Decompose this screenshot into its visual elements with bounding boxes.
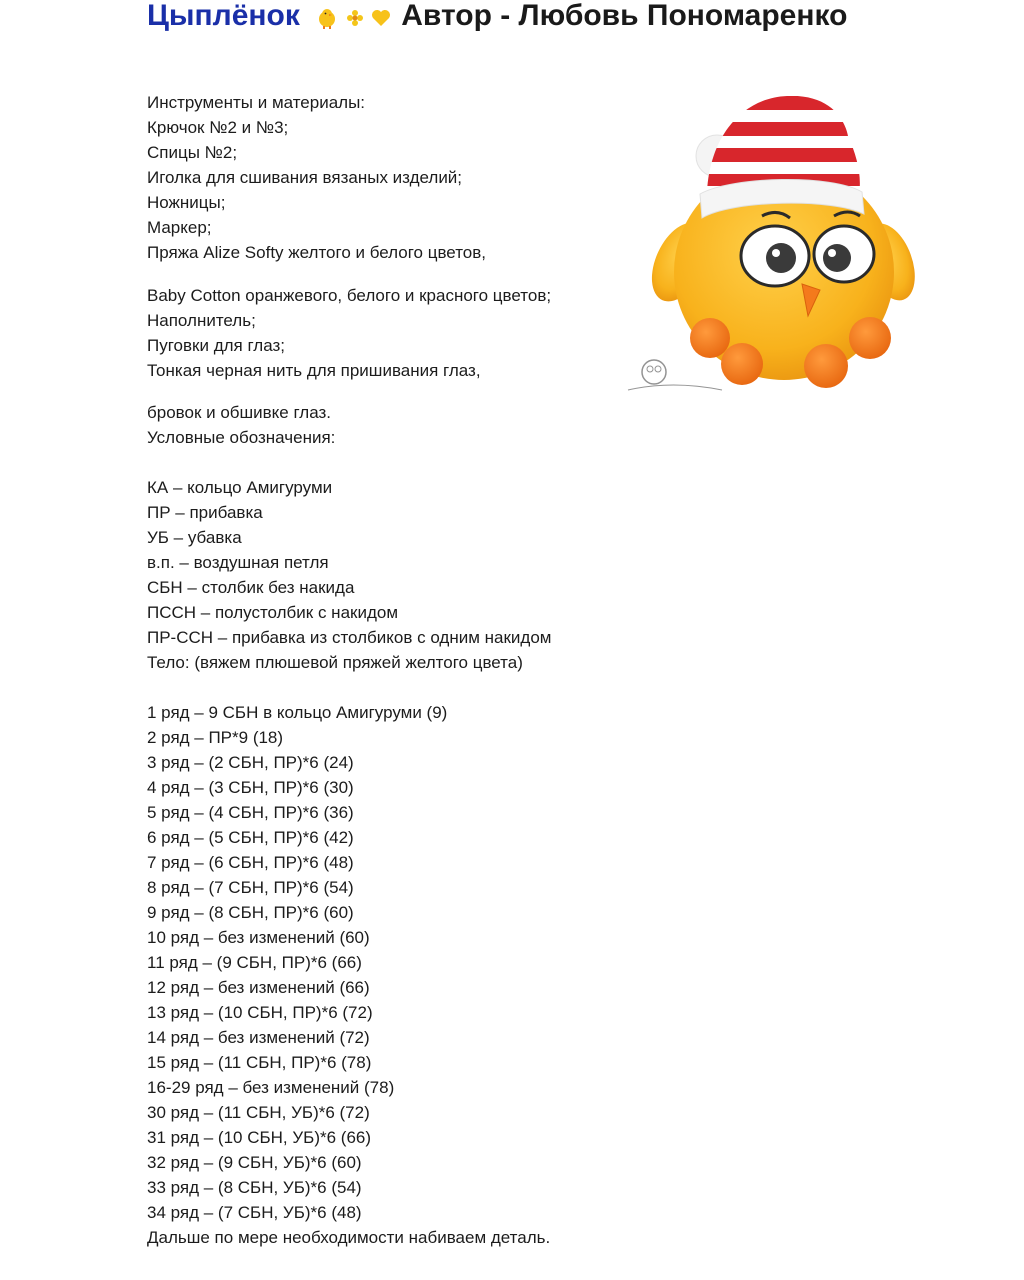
row-instruction: 8 ряд – (7 СБН, ПР)*6 (54) <box>147 878 354 897</box>
row-instruction: 15 ряд – (11 СБН, ПР)*6 (78) <box>147 1053 372 1072</box>
list-item: Маркер; <box>147 218 212 237</box>
row-instruction: 1 ряд – 9 СБН в кольцо Амигуруми (9) <box>147 703 448 722</box>
row-instruction: 6 ряд – (5 СБН, ПР)*6 (42) <box>147 828 354 847</box>
row-instruction: 32 ряд – (9 СБН, УБ)*6 (60) <box>147 1153 362 1172</box>
legend-item: УБ – убавка <box>147 528 242 547</box>
author-line: Автор - Любовь Пономаренко <box>401 0 848 32</box>
row-instruction: 34 ряд – (7 СБН, УБ)*6 (48) <box>147 1203 362 1222</box>
materials-block <box>147 90 486 265</box>
row-instruction: 33 ряд – (8 СБН, УБ)*6 (54) <box>147 1178 362 1197</box>
row-instruction: 2 ряд – ПР*9 (18) <box>147 728 284 747</box>
list-item: Иголка для сшивания вязаных изделий; <box>147 168 463 187</box>
materials-block-3 <box>147 400 335 450</box>
chick-toy-photo <box>612 76 950 412</box>
legend-item: ПР-ССН – прибавка из столбиков с одним накидом <box>147 628 552 647</box>
rows-block <box>147 700 550 1250</box>
materials-block-2 <box>147 283 551 383</box>
row-instruction: 4 ряд – (3 СБН, ПР)*6 (30) <box>147 778 354 797</box>
row-instruction: 14 ряд – без изменений (72) <box>147 1028 370 1047</box>
chick-emoji-icon <box>316 7 338 29</box>
closing-note: Дальше по мере необходимости набиваем деталь. <box>147 1228 551 1247</box>
row-instruction: 11 ряд – (9 СБН, ПР)*6 (66) <box>147 953 362 972</box>
list-item: Ножницы; <box>147 193 226 212</box>
legend-item: в.п. – воздушная петля <box>147 553 329 572</box>
legend-item: ПССН – полустолбик с накидом <box>147 603 399 622</box>
legend-item: СБН – столбик без накида <box>147 578 355 597</box>
heart-emoji-icon <box>371 9 391 27</box>
row-instruction: 16-29 ряд – без изменений (78) <box>147 1078 395 1097</box>
legend-item: ПР – прибавка <box>147 503 263 522</box>
page-title-row <box>147 0 847 35</box>
list-item: Baby Cotton оранжевого, белого и красного цветов; <box>147 286 552 305</box>
list-item: Крючок №2 и №3; <box>147 118 289 137</box>
row-instruction: 10 ряд – без изменений (60) <box>147 928 370 947</box>
row-instruction: 12 ряд – без изменений (66) <box>147 978 370 997</box>
list-item: Спицы №2; <box>147 143 238 162</box>
body-section-heading: Тело: (вяжем плюшевой пряжей желтого цвета) <box>147 653 523 672</box>
page-title: Цыплёнок <box>147 0 300 32</box>
row-instruction: 5 ряд – (4 СБН, ПР)*6 (36) <box>147 803 354 822</box>
list-item: Пряжа Alize Softy желтого и белого цветов, <box>147 243 487 262</box>
row-instruction: 13 ряд – (10 СБН, ПР)*6 (72) <box>147 1003 373 1022</box>
list-item: бровок и обшивке глаз. <box>147 403 332 422</box>
legend-item: КА – кольцо Амигуруми <box>147 478 333 497</box>
title-emojis <box>316 0 391 35</box>
list-item: Наполнитель; <box>147 311 256 330</box>
row-instruction: 7 ряд – (6 СБН, ПР)*6 (48) <box>147 853 354 872</box>
list-item: Пуговки для глаз; <box>147 336 285 355</box>
legend-block <box>147 475 551 675</box>
list-item: Тонкая черная нить для пришивания глаз, <box>147 361 481 380</box>
legend-heading: Условные обозначения: <box>147 428 336 447</box>
flower-emoji-icon <box>347 10 363 26</box>
row-instruction: 3 ряд – (2 СБН, ПР)*6 (24) <box>147 753 354 772</box>
row-instruction: 31 ряд – (10 СБН, УБ)*6 (66) <box>147 1128 372 1147</box>
materials-heading: Инструменты и материалы: <box>147 93 366 112</box>
row-instruction: 9 ряд – (8 СБН, ПР)*6 (60) <box>147 903 354 922</box>
row-instruction: 30 ряд – (11 СБН, УБ)*6 (72) <box>147 1103 370 1122</box>
